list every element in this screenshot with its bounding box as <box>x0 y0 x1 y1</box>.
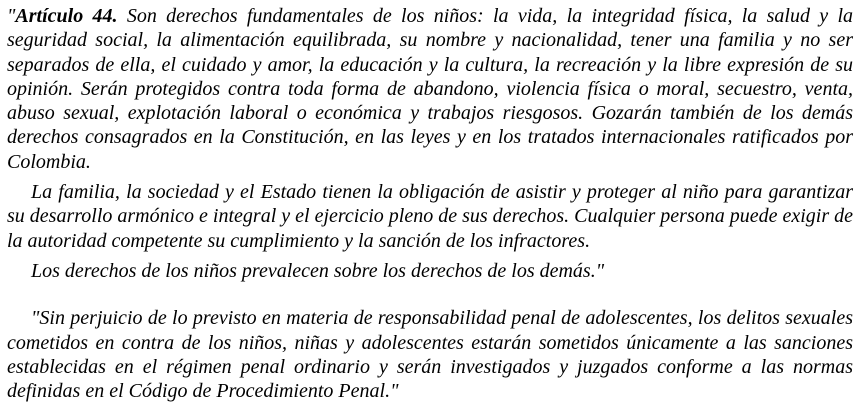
penal-sanctions-paragraph: "Sin perjuicio de lo previsto en materia de responsabilidad penal de adolescentes, los delitos sexuales cometidos en contra de los niños, niñas y adolescentes estarán sometidos únicamente a las sanciones establecidas en el régimen penal ordinario y serán investigados y juzgados conforme a las normas definidas en el Código de Procedimiento Penal." <box>7 307 853 403</box>
opening-quote: " <box>7 5 16 27</box>
article-44-paragraph <box>7 4 853 174</box>
article-label: Artículo 44. <box>15 5 118 27</box>
document-body <box>7 4 853 403</box>
article-44-text: Son derechos fundamentales de los niños: la vida, la integridad física, la salud y la seguridad social, la alimentación equilibrada, su nombre y nacionalidad, tener una familia y no ser separados de ella, el cuidado y amor, la educación y la cultura, la recreación y la libre expresión de su opinión. Serán protegidos contra toda forma de abandono, violencia física o moral, secuestro, venta, abuso sexual, explotación laboral o económica y trabajos riesgosos. Gozarán también de los demás derechos consagrados en la Constitución, en las leyes y en los tratados internacionales ratificados por Colombia. <box>7 5 854 173</box>
rights-prevalence-paragraph: Los derechos de los niños prevalecen sobre los derechos de los demás." <box>31 259 605 282</box>
family-obligation-paragraph: La familia, la sociedad y el Estado tienen la obligación de asistir y proteger al niño para garantizar su desarrollo armónico e integral y el ejercicio pleno de sus derechos. Cualquier persona puede exigir de la autoridad competente su cumplimiento y la sanción de los infractores. <box>7 181 853 252</box>
